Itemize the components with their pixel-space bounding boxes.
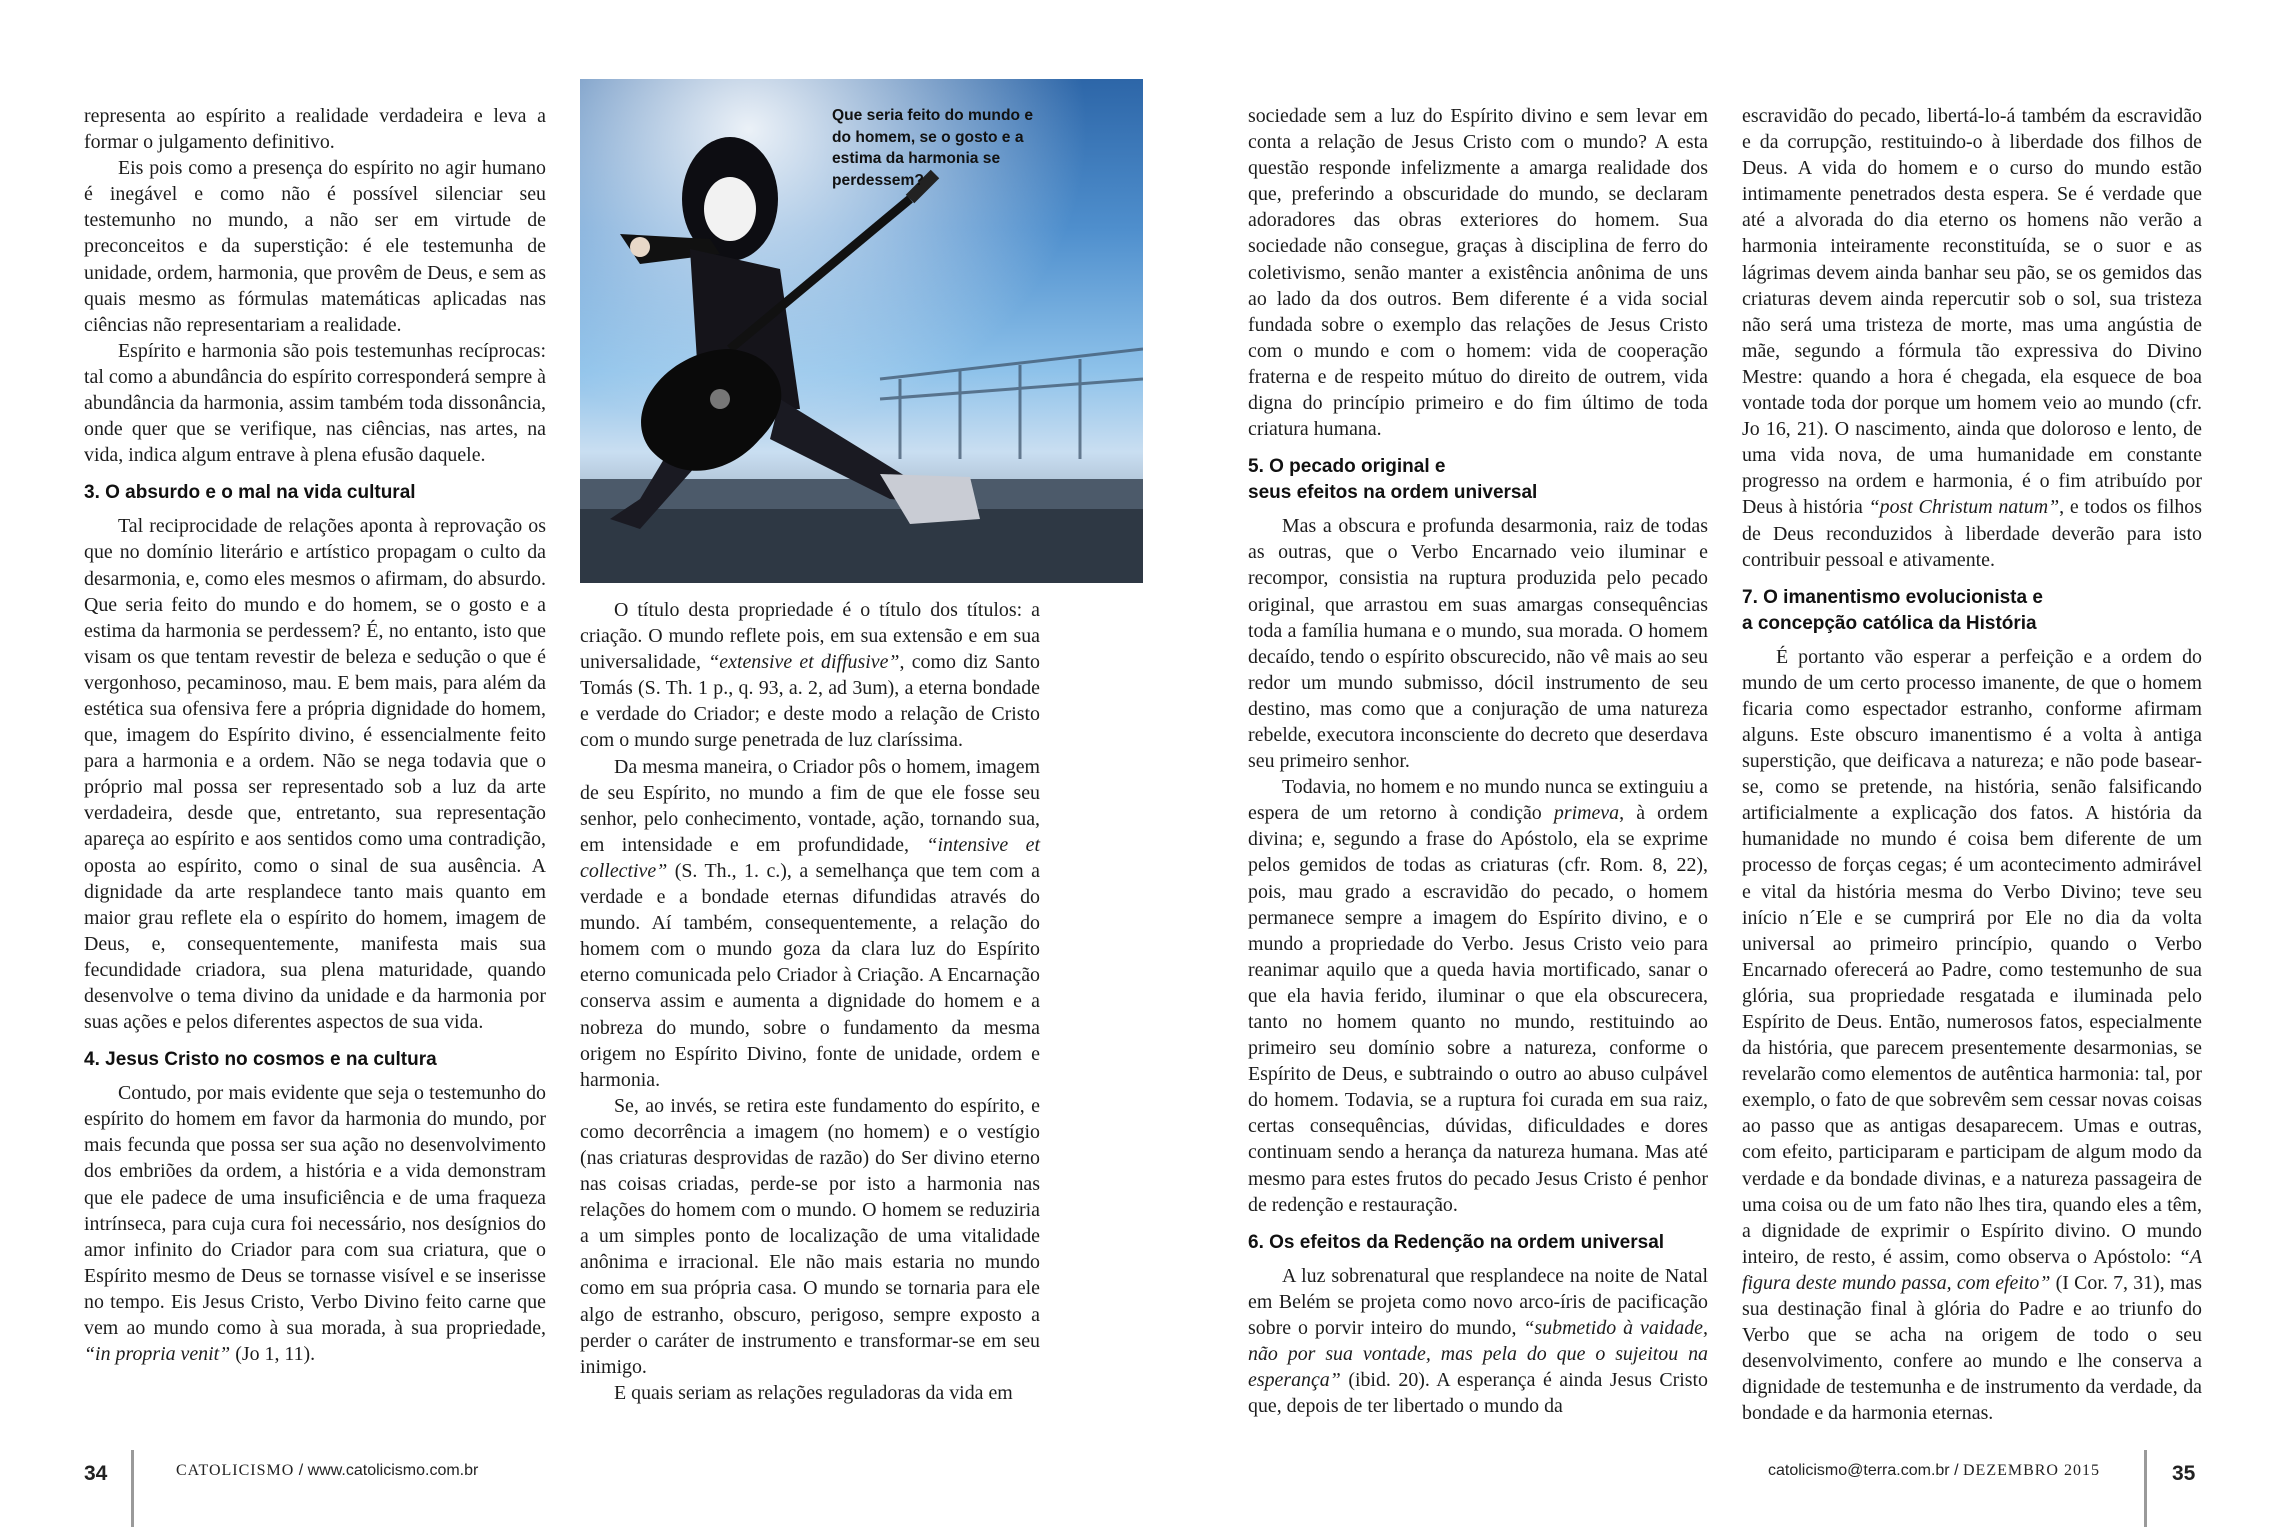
magazine-name: CATOLICISMO xyxy=(176,1462,295,1479)
paragraph: Mas a obscura e profunda desarmonia, raiz de todas as outras, que o Verbo Encarnado veio iluminar e recompor, consistia na ruptura produzida pelo pecado original, que arrastou em suas amargas consequências toda a família humana e o mundo, sua morada. O homem decaído, tendo o espírito obscurecido, não vê mais ao seu redor um mundo submisso, dócil instrumento de seu destino, mas como que a conjuração de uma natureza rebelde, executora inconsciente do decreto que deserdava seu primeiro senhor. xyxy=(1248,515,1708,773)
text-column-4 xyxy=(1742,103,2202,1427)
separator: / xyxy=(1954,1462,1959,1479)
quote: “A figura deste mundo passa, com efeito” xyxy=(1742,1245,2202,1294)
paragraph: Todavia, no homem e no mundo nunca se extinguiu a espera de um retorno à condição primeva, à ordem divina; e, segundo a frase do Apóstolo, ela se exprime pelos gemidos de todas as criaturas (cfr. Rom. 8, 22), pois, mau grado a escravidão do pecado, o homem permanece sempre a imagem do Espírito divino, e o mundo a propriedade do Verbo. Jesus Cristo veio para reanimar aquilo que a queda havia mortificado, sanar o que ela havia ferido, iluminar o que ela obscurecera, tanto no homem quanto no mundo, restituindo ao primeiro seu domínio sobre a natureza, conforme o Espírito de Deus, e subtraindo o outro ao abuso culpável do homem. Todavia, se a ruptura foi curada em sua raiz, certas consequências, dúvidas, dificuldades e dores continuam sendo a herança da natureza humana. Mas até mesmo para estes frutos do pecado Jesus Cristo é penhor de redenção e restauração. xyxy=(1248,776,1708,1216)
quote: “submetido à vaidade, não por sua vontade, mas pela do que o sujeitou na esperança” xyxy=(1248,1316,1708,1392)
text-column-1 xyxy=(84,103,546,1367)
email-link[interactable]: catolicismo@terra.com.br xyxy=(1768,1462,1950,1479)
paragraph: A luz sobrenatural que resplandece na noite de Natal em Belém se projeta como novo arco-íris de pacificação sobre o porvir inteiro do mundo, “submetido à vaidade, não por sua vontade, mas pela do que o sujeitou na esperança” (ibid. 20). A esperança é ainda Jesus Cristo que, depois de ter libertado o mundo da xyxy=(1248,1264,1708,1418)
paragraph: É portanto vão esperar a perfeição e a ordem do mundo de um certo processo imanente, de que o homem ficaria como espectador estranho, conforme afirmam alguns. Este obscuro imanentismo é a volta à antiga superstição, que deificava a natureza; e não pode basear-se, como se pretende, na história, senão falsificando artificialmente a explicação dos fatos. A história da humanidade no mundo é coisa bem diferente de um processo de forças cegas; é um acontecimento admirável e vital da história mesma do Verbo Divino; teve seu início n´Ele e se cumprirá por Ele no dia da volta universal ao primeiro princípio, quando o Verbo Encarnado oferecerá ao Padre, como testemunho de sua glória, sua propriedade resgatada e iluminada pelo Espírito de Deus. Então, numerosos fatos, especialmente da história, que parecem presentemente desarmonias, se revelarão como elementos de autêntica harmonia: tal, por exemplo, o fato de que sobrevêm sem cessar novas coisas ao passo que as antigas desaparecem. Umas e outras, com efeito, participaram e participam de algum modo da verdade e da bondade divinas, e a natureza passageira de uma coisa ou de um fato não lhes tira, quando eles a têm, a dignidade de exprimir o Espírito divino. O mundo inteiro, de resto, é assim, como observa o Apóstolo: “A figura deste mundo passa, com efeito” (I Cor. 7, 31), mas sua destinação final à glória do Padre e ao triunfo do Verbo que se acha na origem de todo o seu desenvolvimento, confere ao mundo e lhe conserva a dignidade de testemunha e de instrumento da verdade, da bondade e da harmonia eternas. xyxy=(1742,645,2202,1425)
concert-photo xyxy=(580,79,1143,583)
quote: “post Christum natum” xyxy=(1868,496,2060,519)
photo-caption: Que seria feito do mundo e do homem, se o gosto e a estima da harmonia se perdessem? xyxy=(832,107,1034,189)
emphasis: primeva xyxy=(1553,802,1620,825)
paragraph: Tal reciprocidade de relações aponta à reprovação os que no domínio literário e artístico propagam o culto da desarmonia, e, como eles mesmos o afirmam, do absurdo. Que seria feito do mundo e do homem, se o gosto e a estima da harmonia se perdessem? É, no entanto, isto que visam os que tentam revestir de beleza e sedução o que é vergonhoso, pecaminoso, mau. E bem mais, para além da estética sua ofensiva fere a própria dignidade do homem, que, imagem do Espírito divino, é essencialmente feito para a harmonia e a ordem. Não se nega todavia que o próprio mal possa ser representado sob a luz da arte verdadeira, desde que, entretanto, sua representação apareça ao espírito e aos sentidos como uma contradição, oposta ao espírito, como o sinal de sua ausência. A dignidade da arte resplandece tanto mais quanto em maior grau reflete ela o espírito do homem, imagem de Deus, e, consequentemente, manifesta mais sua fecundidade criadora, sua plena maturidade, quando desenvolve o tema divino da unidade e da harmonia por suas ações e pelos diferentes aspectos de sua vida. xyxy=(84,515,546,1034)
section-heading-5: 5. O pecado original e seus efeitos na ordem universal xyxy=(1248,456,1538,504)
text-column-2 xyxy=(580,597,1040,1406)
text-column-3 xyxy=(1248,103,1708,1419)
paragraph: Eis pois como a presença do espírito no agir humano é inegável e como não é possível silenciar seu testemunho no mundo, a não ser em virtude de preconceitos e da superstição: é ele testemunha de unidade, ordem, harmonia, que provêm de Deus, e sem as quais mesmo as fórmulas matemáticas aplicadas nas ciências não representariam a realidade. xyxy=(84,157,546,336)
paragraph: Se, ao invés, se retira este fundamento do espírito, e como decorrência a imagem (no homem) e o vestígio (nas criaturas desprovidas de razão) do Ser divino eterno nas coisas criadas, perde-se por isto a harmonia nas relações do homem com o mundo. O homem se reduziria a um simples ponto de localização de uma vitalidade anônima e irracional. Ele não mais estaria no mundo como em sua própria casa. O mundo se tornaria para ele algo de estranho, obscuro, perigoso, sempre exposto a perder o caráter de instrumento e transformar-se em seu inimigo. xyxy=(580,1094,1040,1378)
paragraph: sociedade sem a luz do Espírito divino e sem levar em conta a relação de Jesus Cristo com o mundo? A esta questão responde infelizmente a amarga realidade dos que, preferindo a obscuridade do mundo, se declaram adoradores das obras exteriores do homem. Sua sociedade não consegue, graças à disciplina de ferro do coletivismo, senão manter a existência anônima de uns ao lado da dos outros. Bem diferente é a vida social fundada sobre o exemplo das relações de Jesus Cristo com o mundo e com o homem: vida de cooperação fraterna e de respeito mútuo do direito de outrem, vida digna do princípio primeiro e do fim último de toda criatura humana. xyxy=(1248,105,1708,441)
paragraph: E quais seriam as relações reguladoras da vida em xyxy=(614,1381,1013,1404)
paragraph: representa ao espírito a realidade verdadeira e leva a formar o julgamento definitivo. xyxy=(84,105,546,154)
footer-left xyxy=(84,1462,107,1486)
page-number-right: 35 xyxy=(2172,1462,2196,1485)
page-number-left: 34 xyxy=(84,1462,108,1485)
paragraph: Espírito e harmonia são pois testemunhas recíprocas: tal como a abundância do espírito corresponderá sempre à abundância da harmonia, assim também toda dissonância, onde quer que se verifique, nas ciências, nas artes, na vida, indica algum entrave à plena efusão daquele. xyxy=(84,339,546,467)
quote: “extensive et diffusive” xyxy=(708,651,900,674)
section-heading-7: 7. O imanentismo evolucionista e a concepção católica da História xyxy=(1742,586,2043,634)
website-link[interactable]: www.catolicismo.com.br xyxy=(307,1462,479,1479)
paragraph: Da mesma maneira, o Criador pôs o homem, imagem de seu Espírito, no mundo a fim de que ele fosse seu senhor, pelo conhecimento, vontade, ação, tornando sua, em intensidade e em profundidade, “intensive et collective” (S. Th., 1. c.), a semelhança que tem com a verdade e a bondade eternas difundidas através do mundo. Aí também, consequentemente, a relação do homem com o mundo goza da clara luz do Espírito eterno comunicada pelo Criador à Criação. A Encarnação conserva assim e aumenta a dignidade do homem e a nobreza do mundo, sobre o fundamento da mesma origem no Espírito Divino, fonte de unidade, ordem e harmonia. xyxy=(580,755,1040,1091)
footer-right xyxy=(2172,1462,2195,1486)
section-heading-3: 3. O absurdo e o mal na vida cultural xyxy=(84,482,416,504)
footer-divider-left xyxy=(131,1450,134,1527)
paragraph: Contudo, por mais evidente que seja o testemunho do espírito do homem em favor da harmonia do mundo, por mais fecunda que possa ser sua ação no desenvolvimento dos embriões da ordem, a história e a vida demonstram que ele padece de uma insuficiência e de uma fraqueza intrínseca, para cuja cura foi necessário, nos desígnios do amor infinito do Criador para com sua criatura, que o Espírito mesmo de Deus se tornasse visível e se inserisse no tempo. Eis Jesus Cristo, Verbo Divino feito carne que vem ao mundo como à sua morada, à sua propriedade, “in propria venit” (Jo 1, 11). xyxy=(84,1082,546,1366)
footer-divider-right xyxy=(2144,1450,2147,1527)
issue-date: DEZEMBRO 2015 xyxy=(1962,1462,2100,1479)
section-heading-4: 4. Jesus Cristo no cosmos e na cultura xyxy=(84,1049,437,1071)
separator: / xyxy=(298,1462,304,1479)
section-heading-6: 6. Os efeitos da Redenção na ordem universal xyxy=(1248,1231,1665,1253)
quote: “intensive et collective” xyxy=(580,833,1040,882)
footer-right-info xyxy=(1768,1462,2100,1480)
paragraph: O título desta propriedade é o título dos títulos: a criação. O mundo reflete pois, em sua extensão e em sua universalidade, “extensive et diffusive”, como diz Santo Tomás (S. Th. 1 p., q. 93, a. 2, ad 3um), a eterna bondade e verdade do Criador; e deste modo a relação de Cristo com o mundo surge penetrada de luz claríssima. xyxy=(580,599,1041,752)
footer-left-info xyxy=(176,1462,478,1480)
paragraph: escravidão do pecado, libertá-lo-á também da escravidão e da corrupção, restituindo-o à liberdade dos filhos de Deus. A vida do homem e o curso do mundo estão intimamente penetrados desta espera. Se é verdade que até a alvorada do dia eterno os homens não verão a harmonia inteiramente reconstituída, se o suor e as lágrimas devem ainda banhar seu pão, se os gemidos das criaturas devem ainda repercutir sob o sol, sua tristeza não será uma tristeza de morte, mas uma angústia de mãe, segundo a fórmula tão expressiva do Divino Mestre: quando a hora é chegada, ela esquece de boa vontade toda dor porque um homem veio ao mundo (cfr. Jo 16, 21). O nascimento, ainda que doloroso e lento, de uma vida nova, de uma humanidade em constante progresso na ordem e harmonia, é o fim atribuído por Deus à história “post Christum natum”, e todos os filhos de Deus reconduzidos à liberdade deverão para isto contribuir pessoal e ativamente. xyxy=(1742,105,2202,571)
quote: “in propria venit” xyxy=(84,1343,231,1366)
